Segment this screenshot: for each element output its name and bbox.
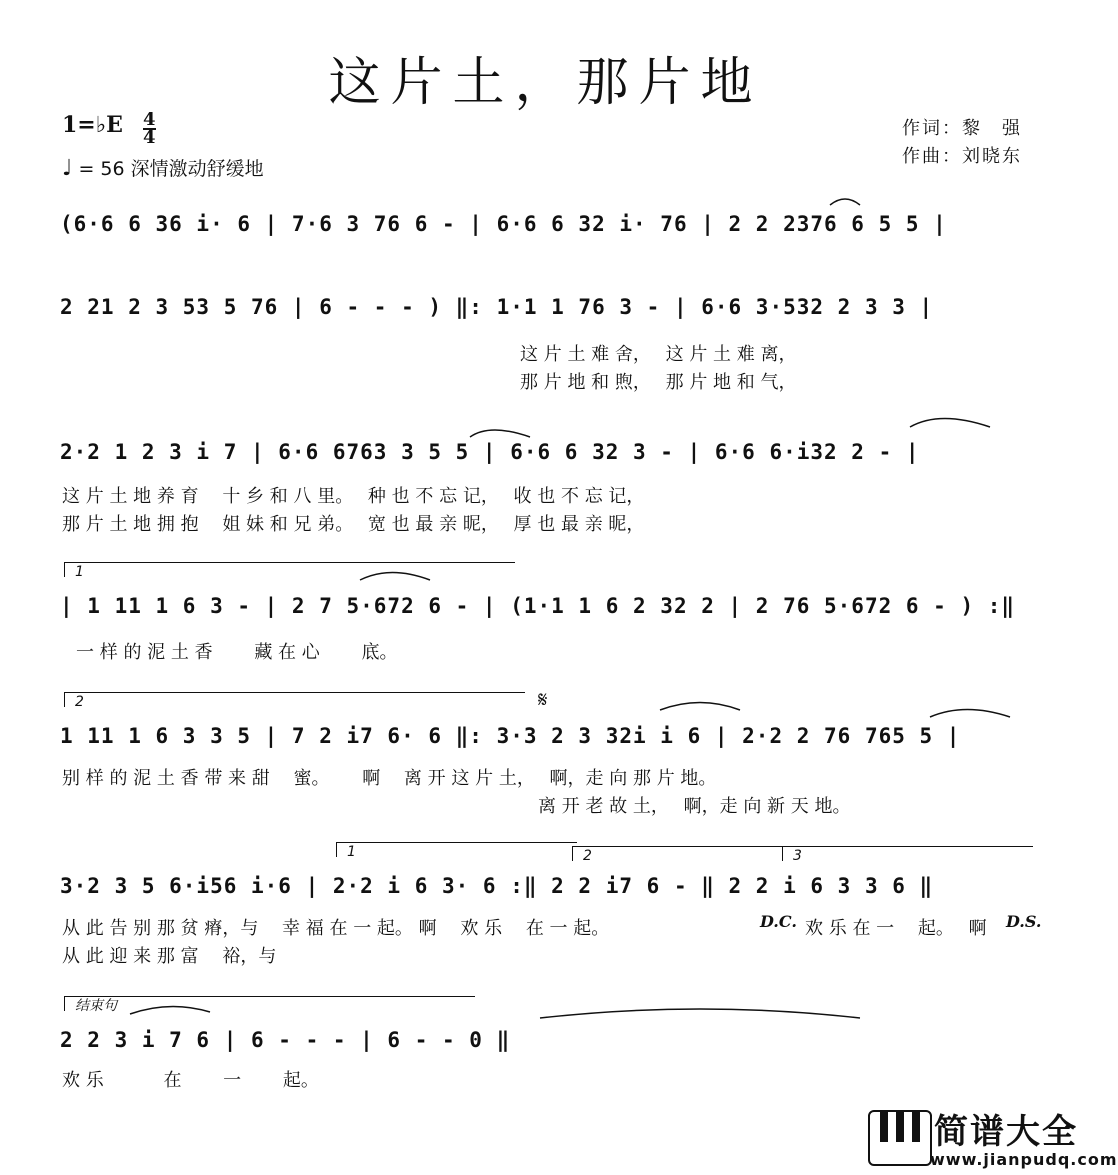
tempo-marking — [62, 154, 264, 181]
score-row-5: 1 11 1 6 3 3 5 | 7 2 i7 6· 6 ‖: 3·3 2 3 32i i 6 | 2·2 2 76 765 5 | — [60, 724, 961, 748]
lyrics-row-5-verse-2: 离 开 老 故 土， 啊，走 向 新 天 地。 — [538, 796, 851, 817]
volta-1b-bracket: 1 — [336, 842, 577, 857]
tempo-text: = 56 深情激动舒缓地 — [78, 158, 264, 180]
lyrics-row-6-verse-2: 从 此 迎 来 那 富 裕，与 — [62, 946, 277, 967]
lyrics-row-6-verse-1: 从 此 告 别 那 贫 瘠，与 幸 福 在 一 起。 啊 欢 乐 在 一 起。 — [62, 918, 610, 939]
key-signature: 1=♭E — [62, 112, 123, 138]
lyrics-row-2-verse-1: 这 片 土 难 舍， 这 片 土 难 离， — [520, 344, 797, 365]
lyricist-credit: 作词：黎 强 — [902, 118, 1022, 139]
score-row-3: 2·2 1 2 3 i 7 | 6·6 6763 3 5 5 | 6·6 6 32 3 - | 6·6 6·i32 2 - | — [60, 440, 920, 464]
quarter-note-icon: ♩ — [62, 156, 73, 181]
score-row-4: | 1 11 1 6 3 - | 2 7 5·672 6 - | (1·1 1 6 2 32 2 | 2 76 5·672 6 - ) :‖ — [60, 594, 1016, 618]
composer-credit: 作曲：刘晓东 — [902, 146, 1022, 167]
score-row-2: 2 21 2 3 53 5 76 | 6 - - - ) ‖: 1·1 1 76 3 - | 6·6 3·532 2 3 3 | — [60, 295, 934, 319]
volta-2b-bracket: 2 — [572, 846, 783, 861]
ending-bracket: 结束句 — [64, 996, 475, 1011]
watermark-url: www.jianpudq.com — [930, 1150, 1118, 1169]
volta-1-bracket: 1 — [64, 562, 515, 577]
lyrics-row-3-verse-1: 这 片 土 地 养 育 十 乡 和 八 里。 种 也 不 忘 记， 收 也 不 忘 记， — [62, 486, 645, 507]
volta-3-bracket: 3 — [782, 846, 1033, 861]
lyrics-row-3-verse-2: 那 片 土 地 拥 抱 姐 妹 和 兄 弟。 宽 也 最 亲 昵， 厚 也 最 亲 昵， — [62, 514, 645, 535]
lyrics-row-4: 一 样 的 泥 土 香 藏 在 心 底。 — [76, 642, 398, 663]
meter-top: 4 — [143, 109, 156, 130]
lyrics-row-7: 欢 乐 在 一 起。 — [62, 1070, 319, 1091]
page-title: 这片土，那片地 — [328, 53, 763, 113]
score-row-6: 3·2 3 5 6·i56 i·6 | 2·2 i 6 3· 6 :‖ 2 2 i7 6 - ‖ 2 2 i 6 3 3 6 ‖ — [60, 874, 934, 898]
score-row-1: (6·6 6 36 i· 6 | 7·6 3 76 6 - | 6·6 6 32 i· 76 | 2 2 2376 6 5 5 | — [60, 212, 947, 236]
time-signature — [143, 109, 156, 148]
lyrics-row-6-verse-1b: 欢 乐 在 一 起。 啊 — [805, 918, 987, 939]
da-capo-mark: D.C. — [760, 912, 797, 931]
segno-sign: 𝄋 — [538, 688, 548, 713]
piano-logo-icon — [868, 1110, 932, 1166]
score-row-7: 2 2 3 i 7 6 | 6 - - - | 6 - - 0 ‖ — [60, 1028, 511, 1052]
watermark-text: 简谱大全 — [934, 1112, 1078, 1152]
lyrics-row-2-verse-2: 那 片 地 和 煦， 那 片 地 和 气， — [520, 372, 797, 393]
lyrics-row-5-verse-1: 别 样 的 泥 土 香 带 来 甜 蜜。 啊 离 开 这 片 土， 啊，走 向 那 片 地。 — [62, 768, 717, 789]
meter-bottom: 4 — [143, 127, 156, 148]
volta-2-bracket: 2 — [64, 692, 525, 707]
dal-segno-mark: D.S. — [1006, 912, 1042, 931]
